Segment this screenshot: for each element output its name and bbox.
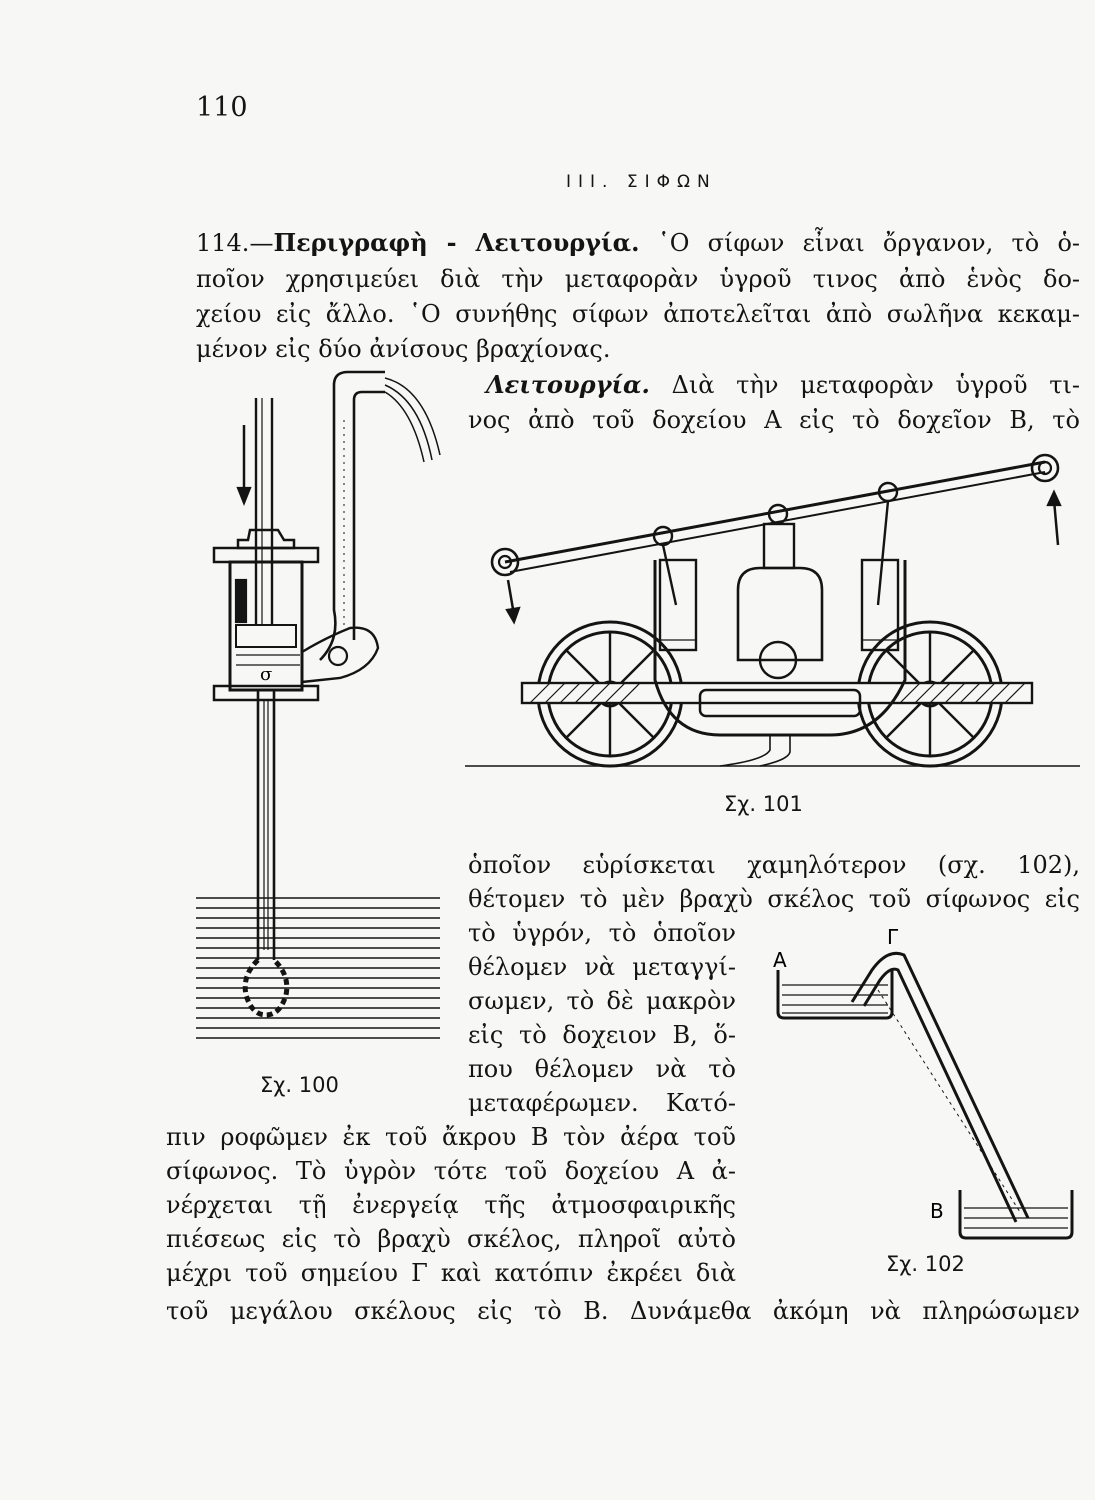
page-number: 110	[196, 92, 248, 123]
intro-line-1-text: ῾Ο σίφων εἶναι ὄργανον, τὸ ὁ-	[657, 229, 1081, 257]
intro-line-3: χείου εἰς ἄλλο. ῾Ο συνήθης σίφων ἀποτελεῖται ἀπὸ σωλῆνα κεκαμ-	[196, 300, 1080, 328]
operation-line-12: σίφωνος. Τὸ ὑγρὸν τότε τοῦ δοχείου Α ἀ-	[166, 1157, 736, 1185]
intro-line-4: μένον εἰς δύο ἀνίσους βραχίονας.	[196, 335, 611, 363]
operation-line-15: μέχρι τοῦ σημείου Γ καὶ κατόπιν ἐκρέει διὰ	[166, 1259, 736, 1287]
operation-line-4: θέτομεν τὸ μὲν βραχὺ σκέλος τοῦ σίφωνος εἰς	[468, 885, 1080, 913]
operation-line-9: που θέλομεν νὰ τὸ	[468, 1055, 736, 1083]
operation-line-13: νέρχεται τῇ ἐνεργείᾳ τῆς ἀτμοσφαιρικῆς	[166, 1191, 736, 1219]
fig100-caption: Σχ. 100	[260, 1073, 339, 1097]
operation-line-14: πιέσεως εἰς τὸ βραχὺ σκέλος, πληροῖ αὐτὸ	[166, 1225, 736, 1253]
section-number: 114.—	[196, 229, 274, 257]
fig100-piston-label: σ	[260, 664, 273, 685]
operation-line-11: πιν ροφῶμεν ἐκ τοῦ ἄκρου Β τὸν ἀέρα τοῦ	[166, 1123, 736, 1151]
chapter-heading: ΙΙΙ. ΣΙΦΩΝ	[566, 172, 717, 192]
operation-line-3: ὁποῖον εὑρίσκεται χαμηλότερον (σχ. 102),	[468, 851, 1080, 879]
operation-line-10: μεταφέρωμεν. Κατό-	[468, 1089, 736, 1117]
operation-line-5: τὸ ὑγρόν, τὸ ὁποῖον	[468, 919, 736, 947]
intro-line-2: ποῖον χρησιμεύει διὰ τὴν μεταφορὰν ὑγροῦ τινος ἀπὸ ἑνὸς δο-	[196, 265, 1080, 293]
operation-line-2: νος ἀπὸ τοῦ δοχείου Α εἰς τὸ δοχεῖον Β, τὸ	[468, 406, 1080, 434]
fig101-caption: Σχ. 101	[724, 792, 803, 816]
operation-line-16: τοῦ μεγάλου σκέλους εἰς τὸ Β. Δυνάμεθα ἀκόμη νὰ πληρώσωμεν	[166, 1297, 1080, 1325]
operation-line-8: εἰς τὸ δοχειον Β, ὅ-	[468, 1021, 736, 1049]
fig102-label-a: Α	[773, 948, 787, 972]
operation-line-1-text: Διὰ τὴν μεταφορὰν ὑγροῦ τι-	[671, 371, 1081, 399]
operation-line-6: θέλομεν νὰ μεταγγί-	[468, 953, 736, 981]
section-title: Περιγραφὴ - Λειτουργία.	[273, 228, 640, 257]
fig102-label-b: Β	[930, 1199, 944, 1223]
fig102-caption: Σχ. 102	[886, 1252, 965, 1276]
operation-title: Λειτουργία.	[486, 370, 650, 399]
operation-line-7: σωμεν, τὸ δὲ μακρὸν	[468, 987, 736, 1015]
fig102-label-g: Γ	[887, 925, 899, 949]
